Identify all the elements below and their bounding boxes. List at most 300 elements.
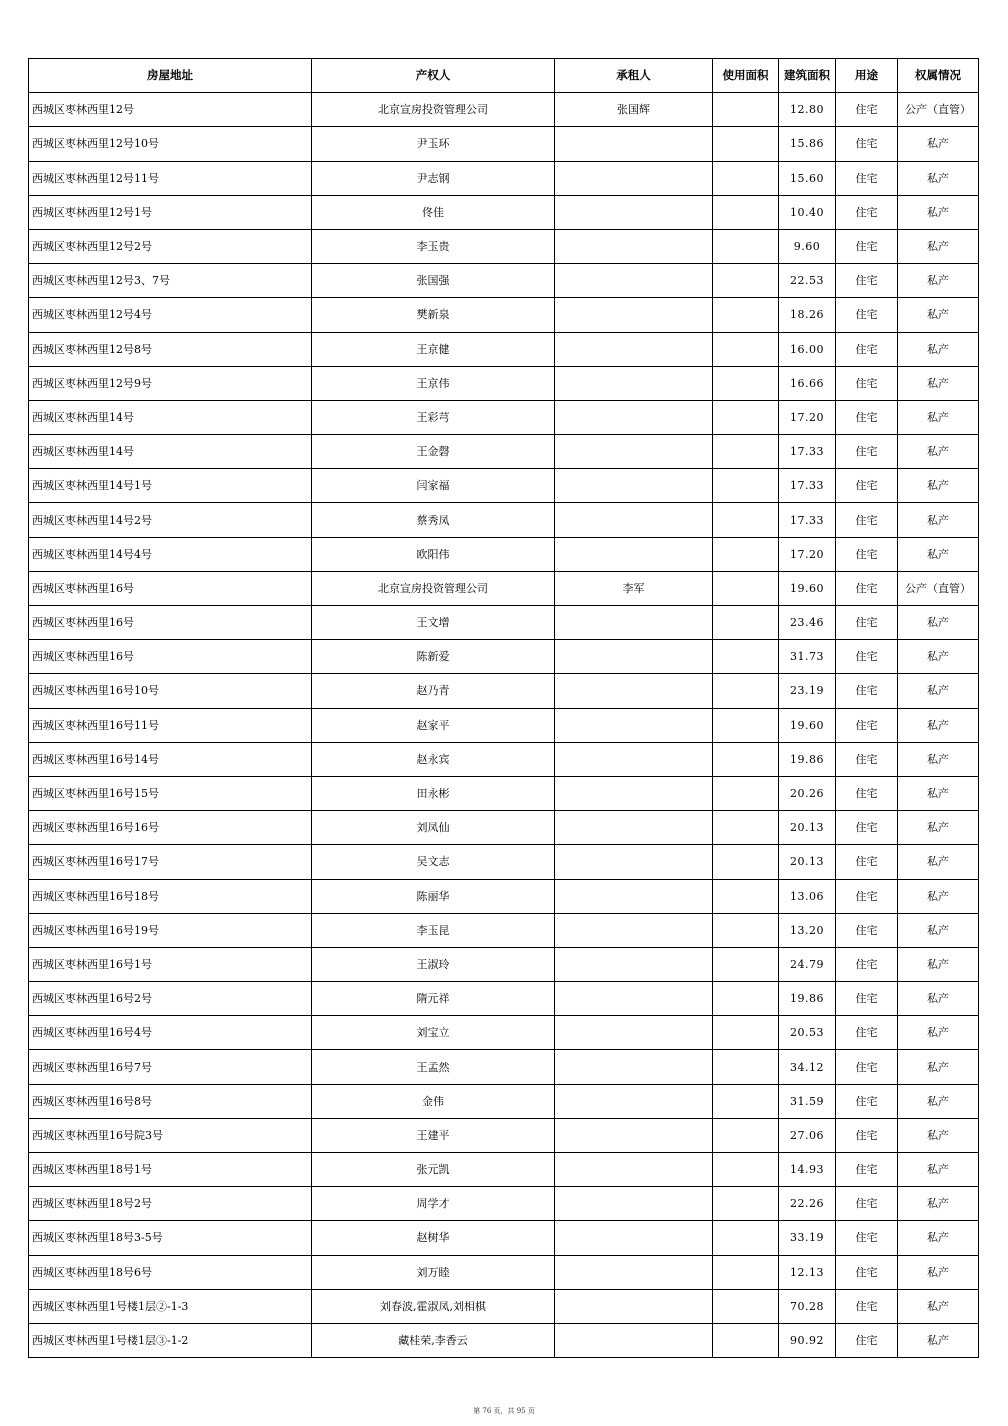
cell-usage: 住宅 xyxy=(836,879,898,913)
cell-usable-area xyxy=(713,913,779,947)
header-building-area: 建筑面积 xyxy=(779,59,836,93)
cell-ownership: 私产 xyxy=(898,947,979,981)
cell-building-area: 20.13 xyxy=(779,845,836,879)
table-row xyxy=(29,1187,979,1221)
cell-address: 西城区枣林西里12号 xyxy=(29,93,312,127)
cell-usage: 住宅 xyxy=(836,1084,898,1118)
cell-ownership: 私产 xyxy=(898,195,979,229)
table-row xyxy=(29,640,979,674)
cell-usage: 住宅 xyxy=(836,264,898,298)
header-usage: 用途 xyxy=(836,59,898,93)
cell-owner: 尹玉环 xyxy=(312,127,555,161)
cell-usage: 住宅 xyxy=(836,537,898,571)
cell-usable-area xyxy=(713,947,779,981)
cell-building-area: 15.60 xyxy=(779,161,836,195)
cell-usage: 住宅 xyxy=(836,776,898,810)
cell-usable-area xyxy=(713,1221,779,1255)
cell-address: 西城区枣林西里16号14号 xyxy=(29,742,312,776)
cell-tenant xyxy=(555,195,713,229)
cell-address: 西城区枣林西里12号1号 xyxy=(29,195,312,229)
cell-ownership: 私产 xyxy=(898,708,979,742)
table-row xyxy=(29,776,979,810)
header-tenant: 承租人 xyxy=(555,59,713,93)
cell-tenant xyxy=(555,332,713,366)
table-row xyxy=(29,229,979,263)
cell-usage: 住宅 xyxy=(836,127,898,161)
cell-building-area: 31.59 xyxy=(779,1084,836,1118)
table-row xyxy=(29,1255,979,1289)
cell-building-area: 22.26 xyxy=(779,1187,836,1221)
cell-tenant xyxy=(555,400,713,434)
cell-owner: 陈丽华 xyxy=(312,879,555,913)
cell-ownership: 私产 xyxy=(898,537,979,571)
cell-usage: 住宅 xyxy=(836,435,898,469)
cell-usage: 住宅 xyxy=(836,1221,898,1255)
cell-owner: 刘凤仙 xyxy=(312,811,555,845)
cell-usable-area xyxy=(713,1050,779,1084)
cell-building-area: 23.19 xyxy=(779,674,836,708)
cell-building-area: 17.20 xyxy=(779,537,836,571)
cell-tenant xyxy=(555,366,713,400)
cell-owner: 王彩芎 xyxy=(312,400,555,434)
cell-building-area: 34.12 xyxy=(779,1050,836,1084)
cell-building-area: 17.33 xyxy=(779,503,836,537)
cell-address: 西城区枣林西里16号8号 xyxy=(29,1084,312,1118)
cell-usable-area xyxy=(713,503,779,537)
cell-owner: 吴文志 xyxy=(312,845,555,879)
cell-owner: 佟佳 xyxy=(312,195,555,229)
cell-usage: 住宅 xyxy=(836,93,898,127)
cell-usable-area xyxy=(713,537,779,571)
cell-ownership: 私产 xyxy=(898,1255,979,1289)
table-row xyxy=(29,1289,979,1323)
cell-address: 西城区枣林西里16号17号 xyxy=(29,845,312,879)
header-usable-area: 使用面积 xyxy=(713,59,779,93)
cell-address: 西城区枣林西里16号16号 xyxy=(29,811,312,845)
cell-ownership: 私产 xyxy=(898,1050,979,1084)
cell-usable-area xyxy=(713,1084,779,1118)
cell-tenant xyxy=(555,708,713,742)
cell-address: 西城区枣林西里16号10号 xyxy=(29,674,312,708)
cell-usable-area xyxy=(713,845,779,879)
cell-building-area: 90.92 xyxy=(779,1323,836,1357)
cell-ownership: 私产 xyxy=(898,469,979,503)
cell-building-area: 16.00 xyxy=(779,332,836,366)
cell-building-area: 17.33 xyxy=(779,435,836,469)
cell-owner: 王文增 xyxy=(312,606,555,640)
cell-address: 西城区枣林西里1号楼1层②-1-3 xyxy=(29,1289,312,1323)
cell-ownership: 私产 xyxy=(898,127,979,161)
cell-ownership: 私产 xyxy=(898,982,979,1016)
cell-building-area: 17.33 xyxy=(779,469,836,503)
cell-building-area: 19.86 xyxy=(779,742,836,776)
cell-address: 西城区枣林西里16号19号 xyxy=(29,913,312,947)
cell-ownership: 私产 xyxy=(898,606,979,640)
cell-tenant xyxy=(555,161,713,195)
cell-ownership: 私产 xyxy=(898,674,979,708)
cell-usage: 住宅 xyxy=(836,640,898,674)
cell-ownership: 私产 xyxy=(898,879,979,913)
cell-usage: 住宅 xyxy=(836,1255,898,1289)
cell-usable-area xyxy=(713,742,779,776)
cell-owner: 闫家福 xyxy=(312,469,555,503)
cell-address: 西城区枣林西里12号8号 xyxy=(29,332,312,366)
cell-address: 西城区枣林西里14号 xyxy=(29,400,312,434)
cell-ownership: 私产 xyxy=(898,845,979,879)
cell-usable-area xyxy=(713,161,779,195)
table-body xyxy=(29,93,979,1358)
cell-usable-area xyxy=(713,1289,779,1323)
cell-tenant xyxy=(555,1084,713,1118)
table-row xyxy=(29,811,979,845)
cell-tenant xyxy=(555,776,713,810)
table-row xyxy=(29,503,979,537)
cell-tenant xyxy=(555,1118,713,1152)
cell-tenant xyxy=(555,1255,713,1289)
cell-address: 西城区枣林西里16号7号 xyxy=(29,1050,312,1084)
cell-usage: 住宅 xyxy=(836,298,898,332)
cell-usable-area xyxy=(713,606,779,640)
cell-usage: 住宅 xyxy=(836,1050,898,1084)
cell-owner: 李玉贵 xyxy=(312,229,555,263)
cell-usage: 住宅 xyxy=(836,332,898,366)
cell-building-area: 22.53 xyxy=(779,264,836,298)
cell-usage: 住宅 xyxy=(836,195,898,229)
table-row xyxy=(29,1323,979,1357)
table-row xyxy=(29,93,979,127)
cell-tenant xyxy=(555,674,713,708)
cell-ownership: 私产 xyxy=(898,264,979,298)
table-row xyxy=(29,366,979,400)
cell-owner: 王孟然 xyxy=(312,1050,555,1084)
table-row xyxy=(29,742,979,776)
table-row xyxy=(29,332,979,366)
table-row xyxy=(29,537,979,571)
cell-ownership: 私产 xyxy=(898,366,979,400)
cell-building-area: 19.60 xyxy=(779,708,836,742)
cell-usage: 住宅 xyxy=(836,947,898,981)
table-row xyxy=(29,1153,979,1187)
cell-ownership: 私产 xyxy=(898,1289,979,1323)
cell-owner: 尹志钢 xyxy=(312,161,555,195)
cell-building-area: 18.26 xyxy=(779,298,836,332)
cell-owner: 张国强 xyxy=(312,264,555,298)
table-row xyxy=(29,913,979,947)
cell-usable-area xyxy=(713,1323,779,1357)
cell-usable-area xyxy=(713,1016,779,1050)
cell-usable-area xyxy=(713,640,779,674)
cell-ownership: 私产 xyxy=(898,913,979,947)
cell-usable-area xyxy=(713,674,779,708)
cell-building-area: 24.79 xyxy=(779,947,836,981)
cell-building-area: 70.28 xyxy=(779,1289,836,1323)
cell-tenant xyxy=(555,982,713,1016)
cell-usage: 住宅 xyxy=(836,913,898,947)
cell-usable-area xyxy=(713,1118,779,1152)
cell-tenant xyxy=(555,503,713,537)
cell-tenant xyxy=(555,127,713,161)
cell-building-area: 12.13 xyxy=(779,1255,836,1289)
cell-tenant xyxy=(555,1153,713,1187)
cell-address: 西城区枣林西里18号6号 xyxy=(29,1255,312,1289)
cell-usage: 住宅 xyxy=(836,400,898,434)
cell-usage: 住宅 xyxy=(836,571,898,605)
table-row xyxy=(29,1016,979,1050)
table-row xyxy=(29,1118,979,1152)
cell-address: 西城区枣林西里16号1号 xyxy=(29,947,312,981)
cell-address: 西城区枣林西里18号1号 xyxy=(29,1153,312,1187)
table-row xyxy=(29,708,979,742)
table-row xyxy=(29,1221,979,1255)
cell-building-area: 20.26 xyxy=(779,776,836,810)
cell-address: 西城区枣林西里16号18号 xyxy=(29,879,312,913)
cell-address: 西城区枣林西里12号2号 xyxy=(29,229,312,263)
cell-tenant xyxy=(555,298,713,332)
cell-usage: 住宅 xyxy=(836,1187,898,1221)
table-row xyxy=(29,845,979,879)
cell-tenant xyxy=(555,1289,713,1323)
cell-address: 西城区枣林西里18号2号 xyxy=(29,1187,312,1221)
cell-owner: 樊新泉 xyxy=(312,298,555,332)
cell-usable-area xyxy=(713,571,779,605)
cell-address: 西城区枣林西里14号2号 xyxy=(29,503,312,537)
cell-building-area: 19.60 xyxy=(779,571,836,605)
cell-tenant xyxy=(555,1050,713,1084)
table-row xyxy=(29,298,979,332)
cell-usage: 住宅 xyxy=(836,674,898,708)
cell-building-area: 16.66 xyxy=(779,366,836,400)
cell-ownership: 私产 xyxy=(898,1016,979,1050)
cell-ownership: 公产（直管） xyxy=(898,93,979,127)
cell-owner: 李玉昆 xyxy=(312,913,555,947)
cell-tenant xyxy=(555,1187,713,1221)
header-ownership: 权属情况 xyxy=(898,59,979,93)
cell-tenant xyxy=(555,1221,713,1255)
cell-ownership: 私产 xyxy=(898,332,979,366)
cell-usable-area xyxy=(713,1187,779,1221)
header-address: 房屋地址 xyxy=(29,59,312,93)
cell-owner: 藏桂荣,李香云 xyxy=(312,1323,555,1357)
cell-ownership: 私产 xyxy=(898,640,979,674)
table-header-row xyxy=(29,59,979,93)
cell-address: 西城区枣林西里12号3、7号 xyxy=(29,264,312,298)
cell-owner: 赵永宾 xyxy=(312,742,555,776)
cell-owner: 北京宣房投资管理公司 xyxy=(312,571,555,605)
cell-tenant xyxy=(555,537,713,571)
cell-owner: 王京健 xyxy=(312,332,555,366)
cell-address: 西城区枣林西里16号 xyxy=(29,606,312,640)
cell-usable-area xyxy=(713,93,779,127)
cell-usable-area xyxy=(713,776,779,810)
cell-building-area: 9.60 xyxy=(779,229,836,263)
cell-ownership: 私产 xyxy=(898,1221,979,1255)
cell-building-area: 19.86 xyxy=(779,982,836,1016)
cell-usable-area xyxy=(713,469,779,503)
cell-owner: 欧阳伟 xyxy=(312,537,555,571)
cell-address: 西城区枣林西里12号11号 xyxy=(29,161,312,195)
cell-tenant xyxy=(555,947,713,981)
cell-address: 西城区枣林西里14号1号 xyxy=(29,469,312,503)
cell-building-area: 20.13 xyxy=(779,811,836,845)
cell-tenant xyxy=(555,606,713,640)
cell-address: 西城区枣林西里16号4号 xyxy=(29,1016,312,1050)
cell-owner: 蔡秀凤 xyxy=(312,503,555,537)
property-table xyxy=(28,58,979,1358)
cell-building-area: 17.20 xyxy=(779,400,836,434)
cell-building-area: 31.73 xyxy=(779,640,836,674)
cell-address: 西城区枣林西里12号10号 xyxy=(29,127,312,161)
cell-building-area: 15.86 xyxy=(779,127,836,161)
cell-ownership: 公产（直管） xyxy=(898,571,979,605)
cell-usable-area xyxy=(713,811,779,845)
cell-usage: 住宅 xyxy=(836,845,898,879)
cell-address: 西城区枣林西里12号9号 xyxy=(29,366,312,400)
cell-ownership: 私产 xyxy=(898,161,979,195)
cell-usable-area xyxy=(713,332,779,366)
cell-ownership: 私产 xyxy=(898,435,979,469)
cell-usage: 住宅 xyxy=(836,742,898,776)
cell-ownership: 私产 xyxy=(898,229,979,263)
cell-building-area: 14.93 xyxy=(779,1153,836,1187)
cell-address: 西城区枣林西里16号11号 xyxy=(29,708,312,742)
cell-usage: 住宅 xyxy=(836,606,898,640)
cell-tenant xyxy=(555,742,713,776)
cell-owner: 王京伟 xyxy=(312,366,555,400)
table-row xyxy=(29,674,979,708)
table-row xyxy=(29,161,979,195)
cell-owner: 田永彬 xyxy=(312,776,555,810)
table-row xyxy=(29,1050,979,1084)
cell-owner: 周学才 xyxy=(312,1187,555,1221)
cell-address: 西城区枣林西里12号4号 xyxy=(29,298,312,332)
table-row xyxy=(29,400,979,434)
page-footer: 第 76 页，共 95 页 xyxy=(473,1407,535,1415)
cell-tenant xyxy=(555,1323,713,1357)
table-row xyxy=(29,469,979,503)
cell-usage: 住宅 xyxy=(836,1016,898,1050)
cell-building-area: 13.20 xyxy=(779,913,836,947)
cell-tenant xyxy=(555,879,713,913)
cell-address: 西城区枣林西里16号院3号 xyxy=(29,1118,312,1152)
cell-tenant xyxy=(555,229,713,263)
table-row xyxy=(29,879,979,913)
cell-usage: 住宅 xyxy=(836,708,898,742)
cell-tenant xyxy=(555,264,713,298)
table-row xyxy=(29,982,979,1016)
cell-usable-area xyxy=(713,982,779,1016)
cell-tenant xyxy=(555,845,713,879)
cell-building-area: 23.46 xyxy=(779,606,836,640)
cell-usage: 住宅 xyxy=(836,503,898,537)
cell-owner: 王淑玲 xyxy=(312,947,555,981)
cell-address: 西城区枣林西里14号4号 xyxy=(29,537,312,571)
cell-tenant: 李军 xyxy=(555,571,713,605)
cell-usage: 住宅 xyxy=(836,982,898,1016)
cell-usage: 住宅 xyxy=(836,811,898,845)
table-row xyxy=(29,606,979,640)
cell-owner: 刘春波,霍淑凤,刘相棋 xyxy=(312,1289,555,1323)
cell-building-area: 33.19 xyxy=(779,1221,836,1255)
table-row xyxy=(29,435,979,469)
cell-tenant: 张国辉 xyxy=(555,93,713,127)
cell-usage: 住宅 xyxy=(836,1118,898,1152)
cell-usable-area xyxy=(713,1153,779,1187)
table-row xyxy=(29,264,979,298)
cell-usage: 住宅 xyxy=(836,1153,898,1187)
cell-owner: 赵乃青 xyxy=(312,674,555,708)
cell-usable-area xyxy=(713,400,779,434)
cell-ownership: 私产 xyxy=(898,742,979,776)
table-row xyxy=(29,947,979,981)
cell-ownership: 私产 xyxy=(898,1153,979,1187)
table-row xyxy=(29,127,979,161)
cell-address: 西城区枣林西里16号2号 xyxy=(29,982,312,1016)
cell-building-area: 20.53 xyxy=(779,1016,836,1050)
table-row xyxy=(29,1084,979,1118)
cell-owner: 北京宣房投资管理公司 xyxy=(312,93,555,127)
cell-usable-area xyxy=(713,435,779,469)
cell-usable-area xyxy=(713,298,779,332)
cell-owner: 陈新爱 xyxy=(312,640,555,674)
cell-owner: 刘万睦 xyxy=(312,1255,555,1289)
cell-owner: 刘宝立 xyxy=(312,1016,555,1050)
cell-tenant xyxy=(555,469,713,503)
cell-usable-area xyxy=(713,1255,779,1289)
cell-tenant xyxy=(555,811,713,845)
cell-usage: 住宅 xyxy=(836,1289,898,1323)
cell-usage: 住宅 xyxy=(836,366,898,400)
cell-address: 西城区枣林西里14号 xyxy=(29,435,312,469)
cell-owner: 隋元祥 xyxy=(312,982,555,1016)
cell-ownership: 私产 xyxy=(898,811,979,845)
cell-usable-area xyxy=(713,708,779,742)
cell-usable-area xyxy=(713,879,779,913)
cell-tenant xyxy=(555,435,713,469)
cell-owner: 王建平 xyxy=(312,1118,555,1152)
cell-usage: 住宅 xyxy=(836,469,898,503)
cell-address: 西城区枣林西里18号3-5号 xyxy=(29,1221,312,1255)
cell-owner: 金伟 xyxy=(312,1084,555,1118)
table-row xyxy=(29,571,979,605)
cell-owner: 赵树华 xyxy=(312,1221,555,1255)
cell-usable-area xyxy=(713,264,779,298)
cell-tenant xyxy=(555,1016,713,1050)
cell-ownership: 私产 xyxy=(898,298,979,332)
cell-owner: 赵家平 xyxy=(312,708,555,742)
cell-usage: 住宅 xyxy=(836,1323,898,1357)
cell-address: 西城区枣林西里16号 xyxy=(29,571,312,605)
cell-address: 西城区枣林西里16号15号 xyxy=(29,776,312,810)
table-row xyxy=(29,195,979,229)
cell-usage: 住宅 xyxy=(836,161,898,195)
cell-ownership: 私产 xyxy=(898,776,979,810)
cell-owner: 王金磬 xyxy=(312,435,555,469)
cell-usable-area xyxy=(713,127,779,161)
cell-owner: 张元凯 xyxy=(312,1153,555,1187)
cell-ownership: 私产 xyxy=(898,503,979,537)
cell-usage: 住宅 xyxy=(836,229,898,263)
cell-usable-area xyxy=(713,366,779,400)
cell-building-area: 12.80 xyxy=(779,93,836,127)
cell-tenant xyxy=(555,640,713,674)
cell-building-area: 27.06 xyxy=(779,1118,836,1152)
cell-tenant xyxy=(555,913,713,947)
cell-address: 西城区枣林西里16号 xyxy=(29,640,312,674)
header-owner: 产权人 xyxy=(312,59,555,93)
cell-building-area: 13.06 xyxy=(779,879,836,913)
cell-ownership: 私产 xyxy=(898,400,979,434)
cell-usable-area xyxy=(713,229,779,263)
